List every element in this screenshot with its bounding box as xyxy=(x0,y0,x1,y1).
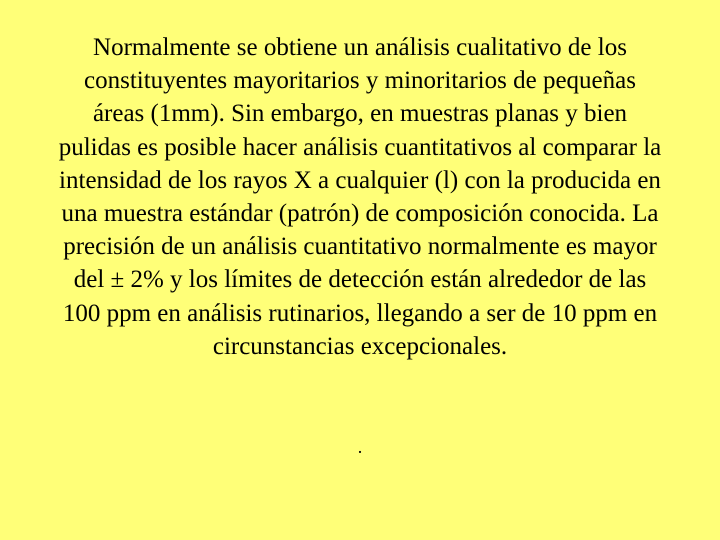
slide-body-text: Normalmente se obtiene un análisis cualitativo de los constituyentes mayoritarios y minoritarios de pequeñas áreas (1mm). Sin embargo, en muestras planas y bien pulidas es posible hacer análisis cuantitativos al comparar la intensidad de los rayos X a cualquier (l) con la producida en una muestra estándar (patrón) de composición conocida. La precisión de un análisis cuantitativo normalmente es mayor del ± 2% y los límites de detección están alrededor de las 100 ppm en análisis rutinarios, llegando a ser de 10 ppm en circunstancias excepcionales. xyxy=(58,34,662,360)
trailing-dot: . xyxy=(357,437,363,457)
